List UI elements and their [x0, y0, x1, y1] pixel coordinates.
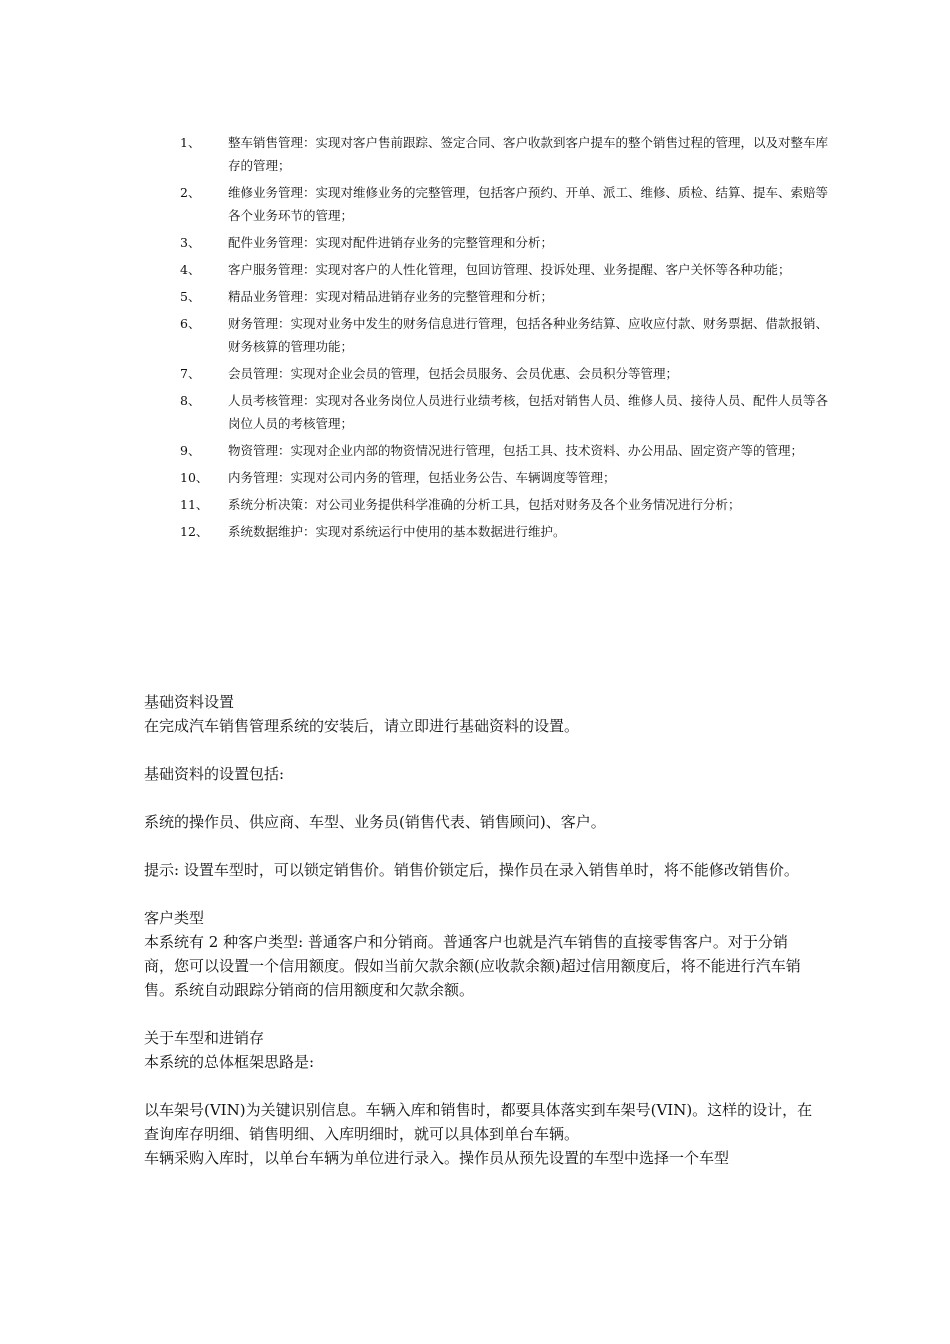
- list-item: [180, 493, 840, 516]
- section-heading-customer-types: 客户类型: [144, 909, 205, 927]
- list-item: [180, 520, 840, 543]
- list-number: 3、: [180, 235, 201, 250]
- list-item: [180, 258, 840, 281]
- list-text: 系统分析决策：对公司业务提供科学准确的分析工具，包括对财务及各个业务情况进行分析；: [228, 497, 741, 512]
- spacer: [144, 834, 814, 858]
- list-number: 4、: [180, 262, 201, 277]
- list-text: 维修业务管理：实现对维修业务的完整管理，包括客户预约、开单、派工、维修、质检、结算、提车、索赔等各个业务环节的管理；: [228, 185, 829, 223]
- list-text: 整车销售管理：实现对客户售前跟踪、签定合同、客户收款到客户提车的整个销售过程的管理，以及对整车库存的管理；: [228, 135, 829, 173]
- spacer: [144, 738, 814, 762]
- paragraph: 本系统的总体框架思路是:: [144, 1053, 315, 1071]
- list-item: [180, 285, 840, 308]
- section-heading-basic-setup: 基础资料设置: [144, 693, 235, 711]
- list-number: 11、: [180, 497, 209, 512]
- spacer: [144, 882, 814, 906]
- spacer: [144, 786, 814, 810]
- list-item: [180, 362, 840, 385]
- list-text: 客户服务管理：实现对客户的人性化管理，包回访管理、投诉处理、业务提醒、客户关怀等各种功能；: [228, 262, 791, 277]
- list-number: 2、: [180, 185, 201, 200]
- list-number: 7、: [180, 366, 201, 381]
- list-number: 6、: [180, 316, 201, 331]
- list-item: [180, 231, 840, 254]
- list-text: 会员管理：实现对企业会员的管理，包括会员服务、会员优惠、会员积分等管理；: [228, 366, 679, 381]
- spacer: [144, 1074, 814, 1098]
- paragraph: 车辆采购入库时，以单台车辆为单位进行录入。操作员从预先设置的车型中选择一个车型: [144, 1149, 730, 1167]
- list-number: 8、: [180, 393, 201, 408]
- section-heading-vehicle-inventory: 关于车型和进销存: [144, 1029, 265, 1047]
- list-text: 内务管理：实现对公司内务的管理，包括业务公告、车辆调度等管理；: [228, 470, 616, 485]
- list-item: [180, 466, 840, 489]
- spacer: [144, 1002, 814, 1026]
- paragraph: 基础资料的设置包括:: [144, 765, 285, 783]
- list-number: 1、: [180, 135, 201, 150]
- body-text: [144, 690, 814, 1170]
- paragraph: 系统的操作员、供应商、车型、业务员(销售代表、销售顾问)、客户。: [144, 813, 606, 831]
- list-item: [180, 131, 840, 177]
- list-number: 12、: [180, 524, 209, 539]
- list-item: [180, 389, 840, 435]
- list-text: 人员考核管理：实现对各业务岗位人员进行业绩考核，包括对销售人员、维修人员、接待人员、配件人员等各岗位人员的考核管理；: [228, 393, 829, 431]
- list-text: 系统数据维护：实现对系统运行中使用的基本数据进行维护。: [228, 524, 566, 539]
- list-number: 9、: [180, 443, 201, 458]
- paragraph: 在完成汽车销售管理系统的安装后，请立即进行基础资料的设置。: [144, 717, 580, 735]
- list-text: 物资管理：实现对企业内部的物资情况进行管理，包括工具、技术资料、办公用品、固定资产等的管理；: [228, 443, 804, 458]
- paragraph: 以车架号(VIN)为关键识别信息。车辆入库和销售时，都要具体落实到车架号(VIN)。这样的设计，在查询库存明细、销售明细、入库明细时，就可以具体到单台车辆。: [144, 1101, 813, 1143]
- feature-list: [180, 131, 840, 547]
- list-text: 财务管理：实现对业务中发生的财务信息进行管理，包括各种业务结算、应收应付款、财务票据、借款报销、财务核算的管理功能；: [228, 316, 829, 354]
- list-item: [180, 312, 840, 358]
- list-number: 10、: [180, 470, 209, 485]
- list-item: [180, 181, 840, 227]
- tip-paragraph: 提示: 设置车型时，可以锁定销售价。销售价锁定后，操作员在录入销售单时，将不能修改销售价。: [144, 861, 799, 879]
- list-text: 配件业务管理：实现对配件进销存业务的完整管理和分析；: [228, 235, 554, 250]
- paragraph: 本系统有 2 种客户类型: 普通客户和分销商。普通客户也就是汽车销售的直接零售客户。对于分销商，您可以设置一个信用额度。假如当前欠款余额(应收款余额)超过信用额度后，将不能进行汽车销售。系统自动跟踪分销商的信用额度和欠款余额。: [144, 933, 801, 999]
- list-number: 5、: [180, 289, 201, 304]
- list-text: 精品业务管理：实现对精品进销存业务的完整管理和分析；: [228, 289, 554, 304]
- list-item: [180, 439, 840, 462]
